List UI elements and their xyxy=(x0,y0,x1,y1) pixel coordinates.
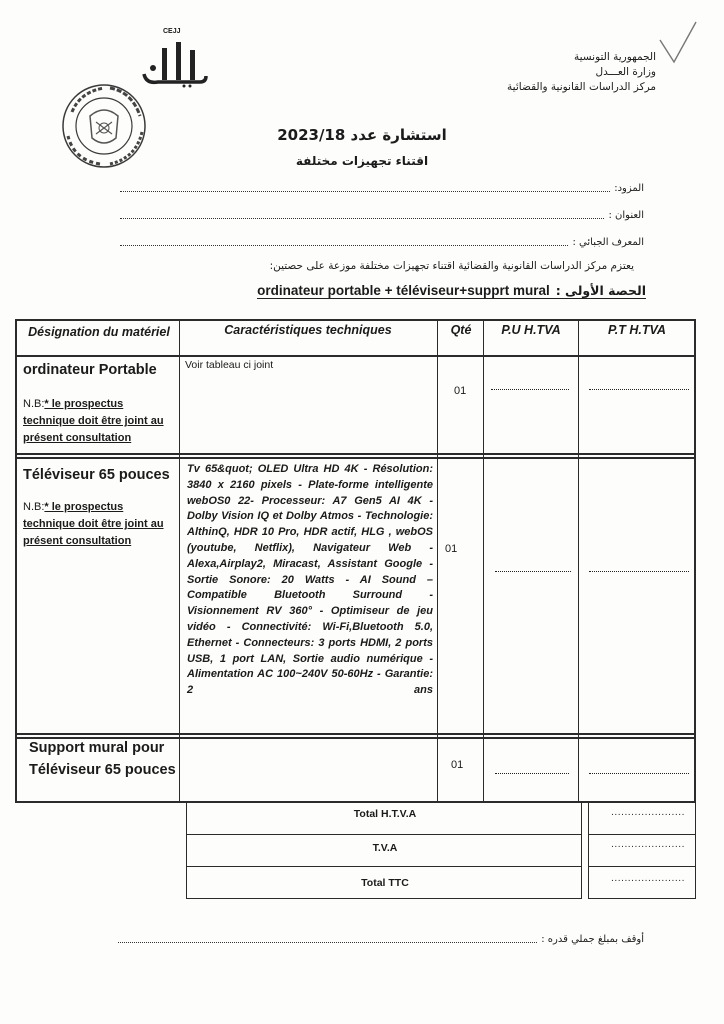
totals-values xyxy=(588,802,696,899)
consultation-subject: اقتناء تجهيزات مختلفة xyxy=(295,154,429,168)
total-amount-words-blank[interactable] xyxy=(118,933,537,943)
consultation-number: استشارة عدد 2023/18 xyxy=(277,126,447,144)
header-center: مركز الدراسات القانونية والقضائية xyxy=(507,81,656,93)
wall-mount-unit-price-blank[interactable] xyxy=(495,773,569,774)
laptop-note-text: * le prospectus technique doit être joint au présent consultation xyxy=(23,398,164,444)
laptop-note xyxy=(23,396,173,447)
tv-spec: Tv 65&quot; OLED Ultra HD 4K - Résolution: 3840 x 2160 pixels - Plate-forme intelligente webOS0 22- Processeur: A7 Gen5 AI 4K - Dolby Vision IQ et Dolby Atmos - Technologie: AlthinQ, HDR 10 Pro, HDR actif, HLG , webOS (youtube, Netflix), Navigateur Web - Alexa,Airplay2, Miracast, Assistant Google - Sortie Sonore: 20 Watts - AI Sound – Compatible Bluetooth Surround - Visionnement RV 360° - Optimiseur de jeu vidéo - Connectivité: Wi-Fi,Bluetooth 5.0, Ethernet - Connecteurs: 3 ports HDMI, 2 ports USB, 1 port LAN, Sortie audio numérique - Alimentation AC 100~240V 50-60Hz - Garantie: 2 ans xyxy=(187,463,433,697)
tv-note-text: * le prospectus technique doit être joint au présent consultation xyxy=(23,501,164,547)
header-qty: Qté xyxy=(450,323,472,337)
header-country: الجمهورية التونسية xyxy=(574,51,656,63)
tax-id-field[interactable] xyxy=(120,232,644,248)
header-total-price: P.T H.TVA xyxy=(608,323,666,337)
total-ttc-label: Total TTC xyxy=(361,877,409,889)
tax-id-blank[interactable] xyxy=(120,236,568,246)
lot-label-fr: ordinateur portable + téléviseur+supprt mural xyxy=(257,283,550,298)
item-wall-mount: Support mural pour Téléviseur 65 pouces xyxy=(29,740,176,778)
lot-label-ar: الحصة الأولى : xyxy=(555,283,646,298)
lot-title xyxy=(257,283,646,299)
header-ministry: وزارة العـــدل xyxy=(595,66,656,78)
tv-total-price-blank[interactable] xyxy=(589,571,689,572)
total-amount-words-label: أوقف بمبلغ جملي قدره : xyxy=(541,934,644,945)
total-htva-value[interactable]: ...................... xyxy=(611,808,685,818)
tax-id-label: المعرف الجبائي : xyxy=(572,237,644,248)
address-blank[interactable] xyxy=(120,209,604,219)
supplier-field[interactable] xyxy=(120,178,644,194)
item-laptop: ordinateur Portable xyxy=(23,362,157,378)
item-tv: Téléviseur 65 pouces xyxy=(23,467,170,483)
laptop-qty: 01 xyxy=(454,385,467,397)
address-field[interactable] xyxy=(120,205,644,221)
intro-text: يعتزم مركز الدراسات القانونية والقضائية اقتناء تجهيزات مختلفة موزعة على حصتين: xyxy=(269,260,634,272)
tv-unit-price-blank[interactable] xyxy=(495,571,571,572)
wall-mount-qty: 01 xyxy=(451,759,464,771)
laptop-note-prefix: N.B: xyxy=(23,398,45,410)
tv-note xyxy=(23,499,173,550)
tv-qty: 01 xyxy=(445,543,458,555)
total-ttc-value[interactable]: ...................... xyxy=(611,874,685,884)
header-designation: Désignation du matériel xyxy=(28,325,170,339)
tv-note-prefix: N.B: xyxy=(23,501,45,513)
total-htva-label: Total H.T.V.A xyxy=(353,808,417,820)
tva-label: T.V.A xyxy=(372,842,398,854)
header-characteristics: Caractéristiques techniques xyxy=(224,323,392,337)
laptop-unit-price-blank[interactable] xyxy=(491,389,569,390)
supplier-blank[interactable] xyxy=(120,182,610,192)
items-table xyxy=(15,319,696,803)
institution-logo xyxy=(140,38,210,88)
total-amount-words-field[interactable] xyxy=(118,929,644,945)
tva-value[interactable]: ...................... xyxy=(611,840,685,850)
logo-acronym: CEJJ xyxy=(163,28,181,35)
laptop-spec: Voir tableau ci joint xyxy=(185,359,274,371)
supplier-label: المزود: xyxy=(614,183,644,194)
check-mark xyxy=(656,18,700,66)
laptop-total-price-blank[interactable] xyxy=(589,389,689,390)
header-unit-price: P.U H.TVA xyxy=(501,323,561,337)
address-label: العنوان : xyxy=(608,210,644,221)
totals-labels xyxy=(186,802,582,899)
wall-mount-total-price-blank[interactable] xyxy=(589,773,689,774)
